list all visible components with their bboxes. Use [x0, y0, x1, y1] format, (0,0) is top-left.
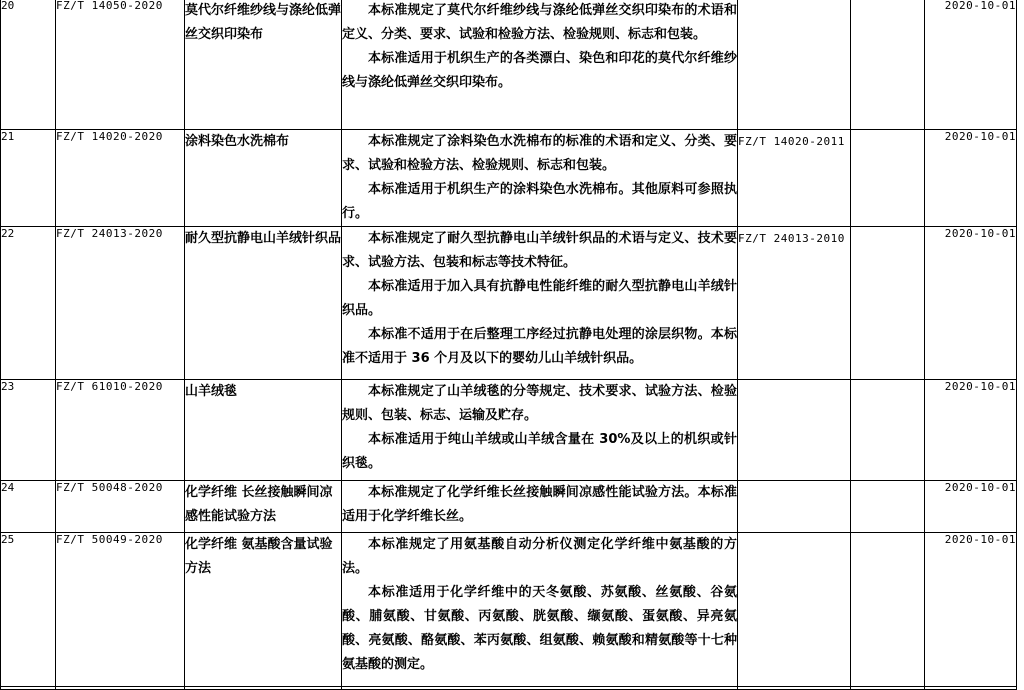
- table-row: [1, 0, 1017, 130]
- standard-scope: [342, 0, 738, 130]
- empty-cell: [851, 227, 925, 380]
- table-row: [1, 533, 1017, 690]
- row-number: 25: [1, 533, 56, 690]
- standard-code: FZ/T 14050-2020: [56, 0, 185, 130]
- row-number: 22: [1, 227, 56, 380]
- standard-scope: [342, 380, 738, 481]
- implementation-date: 2020-10-01: [925, 481, 1017, 533]
- standard-scope: [342, 481, 738, 533]
- standard-code: FZ/T 14020-2020: [56, 130, 185, 227]
- scope-paragraph: 本标准适用于机织生产的涂料染色水洗棉布。其他原料可参照执行。: [342, 182, 737, 221]
- replaced-standard: [738, 380, 851, 481]
- standard-scope: [342, 227, 738, 380]
- scope-paragraph: 本标准规定了莫代尔纤维纱线与涤纶低弹丝交织印染布的术语和定义、分类、要求、试验和检验方法、检验规则、标志和包装。: [342, 3, 737, 42]
- table-row: [1, 130, 1017, 227]
- standard-code: FZ/T 50048-2020: [56, 481, 185, 533]
- scope-paragraph: 本标准规定了用氨基酸自动分析仪测定化学纤维中氨基酸的方法。: [342, 537, 737, 576]
- standard-name: 化学纤维 长丝接触瞬间凉感性能试验方法: [185, 481, 342, 533]
- scope-paragraph: 本标准规定了山羊绒毯的分等规定、技术要求、试验方法、检验规则、包装、标志、运输及贮存。: [342, 384, 737, 423]
- scope-paragraph: 本标准适用于加入具有抗静电性能纤维的耐久型抗静电山羊绒针织品。: [342, 279, 737, 318]
- replaced-standard: FZ/T 14020-2011: [738, 130, 851, 227]
- standard-name: 山羊绒毯: [185, 380, 342, 481]
- standard-name: 化学纤维 氨基酸含量试验方法: [185, 533, 342, 690]
- implementation-date: 2020-10-01: [925, 130, 1017, 227]
- scope-paragraph: 本标准适用于纯山羊绒或山羊绒含量在 30%及以上的机织或针织毯。: [342, 432, 737, 471]
- scope-paragraph: 本标准不适用于在后整理工序经过抗静电处理的涂层织物。本标准不适用于 36 个月及以下的婴幼儿山羊绒针织品。: [342, 327, 737, 366]
- replaced-standard: FZ/T 24013-2010: [738, 227, 851, 380]
- row-number: 21: [1, 130, 56, 227]
- standard-name: 莫代尔纤维纱线与涤纶低弹丝交织印染布: [185, 0, 342, 130]
- scope-paragraph: 本标准规定了耐久型抗静电山羊绒针织品的术语与定义、技术要求、试验方法、包装和标志等技术特征。: [342, 231, 737, 270]
- empty-cell: [851, 481, 925, 533]
- empty-cell: [851, 130, 925, 227]
- standard-code: FZ/T 61010-2020: [56, 380, 185, 481]
- replaced-standard: [738, 481, 851, 533]
- implementation-date: 2020-10-01: [925, 227, 1017, 380]
- row-number: 23: [1, 380, 56, 481]
- table-bottom-border: [0, 686, 1016, 687]
- scope-paragraph: 本标准适用于机织生产的各类漂白、染色和印花的莫代尔纤维纱线与涤纶低弹丝交织印染布。: [342, 51, 737, 90]
- row-number: 20: [1, 0, 56, 130]
- scope-paragraph: 本标准规定了涂料染色水洗棉布的标准的术语和定义、分类、要求、试验和检验方法、检验规则、标志和包装。: [342, 134, 737, 173]
- standard-code: FZ/T 50049-2020: [56, 533, 185, 690]
- empty-cell: [851, 533, 925, 690]
- implementation-date: 2020-10-01: [925, 380, 1017, 481]
- implementation-date: 2020-10-01: [925, 0, 1017, 130]
- empty-cell: [851, 0, 925, 130]
- standard-scope: [342, 130, 738, 227]
- standard-name: 涂料染色水洗棉布: [185, 130, 342, 227]
- standard-scope: [342, 533, 738, 690]
- table-body: [1, 0, 1017, 690]
- empty-cell: [851, 380, 925, 481]
- table-row: [1, 227, 1017, 380]
- replaced-standard: [738, 0, 851, 130]
- implementation-date: 2020-10-01: [925, 533, 1017, 690]
- replaced-standard: [738, 533, 851, 690]
- scope-paragraph: 本标准适用于化学纤维中的天冬氨酸、苏氨酸、丝氨酸、谷氨酸、脯氨酸、甘氨酸、丙氨酸、胱氨酸、缬氨酸、蛋氨酸、异亮氨酸、亮氨酸、酪氨酸、苯丙氨酸、组氨酸、赖氨酸和精氨酸等十七种氨基酸的测定。: [342, 585, 737, 672]
- table-row: [1, 481, 1017, 533]
- row-number: 24: [1, 481, 56, 533]
- scope-paragraph: 本标准规定了化学纤维长丝接触瞬间凉感性能试验方法。本标准适用于化学纤维长丝。: [342, 485, 737, 524]
- standard-name: 耐久型抗静电山羊绒针织品: [185, 227, 342, 380]
- standard-code: FZ/T 24013-2020: [56, 227, 185, 380]
- table-row: [1, 380, 1017, 481]
